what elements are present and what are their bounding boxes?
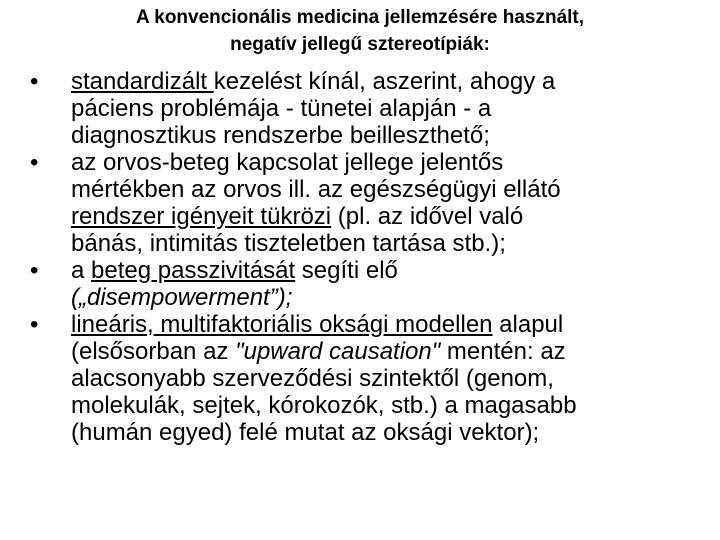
bullet-item bbox=[0, 257, 720, 311]
bullet-line bbox=[71, 95, 690, 122]
bullet-line bbox=[71, 230, 690, 257]
text-segment: (pl. az idővel való bbox=[331, 203, 524, 230]
title-line-1: A konvencionális medicina jellemzésére használt, bbox=[135, 7, 585, 28]
bullet-line bbox=[71, 122, 690, 149]
text-segment: mértékben az orvos ill. az egészségügyi ellátó bbox=[71, 176, 561, 203]
text-segment: lineáris, multifaktoriális oksági modellen bbox=[71, 311, 493, 338]
bullet-line bbox=[71, 311, 690, 338]
text-segment: kezelést kínál, aszerint, ahogy a bbox=[213, 68, 556, 95]
bullet-marker: • bbox=[30, 257, 39, 284]
text-segment: molekulák, sejtek, kórokozók, stb.) a magasabb bbox=[71, 392, 577, 419]
bullet-line bbox=[71, 149, 690, 176]
bullet-line bbox=[71, 284, 690, 311]
bullet-item bbox=[0, 149, 720, 257]
bullet-list bbox=[0, 68, 720, 446]
bullet-line bbox=[71, 392, 690, 419]
text-segment: páciens problémája - tünetei alapján - a bbox=[71, 95, 492, 122]
text-segment: rendszer igényeit tükrözi bbox=[71, 203, 332, 230]
text-segment: a bbox=[71, 257, 92, 284]
bullet-marker: • bbox=[30, 68, 39, 95]
bullet-line bbox=[71, 257, 690, 284]
bullet-marker: • bbox=[30, 311, 39, 338]
text-segment: beteg passzivitását bbox=[91, 257, 296, 284]
title-line-2: negatív jellegű sztereotípiák: bbox=[230, 34, 490, 55]
text-segment: alacsonyabb szerveződési szintektől (genom, bbox=[71, 365, 554, 392]
text-segment: az orvos-beteg kapcsolat jellege jelentős bbox=[71, 149, 504, 176]
text-segment: "upward causation" bbox=[235, 338, 441, 365]
text-segment: alapul bbox=[492, 311, 564, 338]
text-segment: mentén: az bbox=[440, 338, 566, 365]
bullet-marker: • bbox=[30, 149, 39, 176]
slide-title bbox=[0, 4, 720, 58]
bullet-line bbox=[71, 419, 690, 446]
bullet-line bbox=[71, 365, 690, 392]
bullet-line bbox=[71, 338, 690, 365]
bullet-item bbox=[0, 311, 720, 446]
text-segment: diagnosztikus rendszerbe beilleszthető; bbox=[71, 122, 490, 149]
bullet-line bbox=[71, 203, 690, 230]
text-segment: („disempowerment”); bbox=[71, 284, 293, 311]
bullet-line bbox=[71, 176, 690, 203]
bullet-line bbox=[71, 68, 690, 95]
text-segment: (humán egyed) felé mutat az oksági vektor); bbox=[71, 419, 540, 446]
bullet-item bbox=[0, 68, 720, 149]
text-segment: (elsősorban az bbox=[71, 338, 236, 365]
text-segment: segíti elő bbox=[295, 257, 398, 284]
text-segment: bánás, intimitás tiszteletben tartása stb.); bbox=[71, 230, 506, 257]
text-segment: standardizált bbox=[71, 68, 214, 95]
